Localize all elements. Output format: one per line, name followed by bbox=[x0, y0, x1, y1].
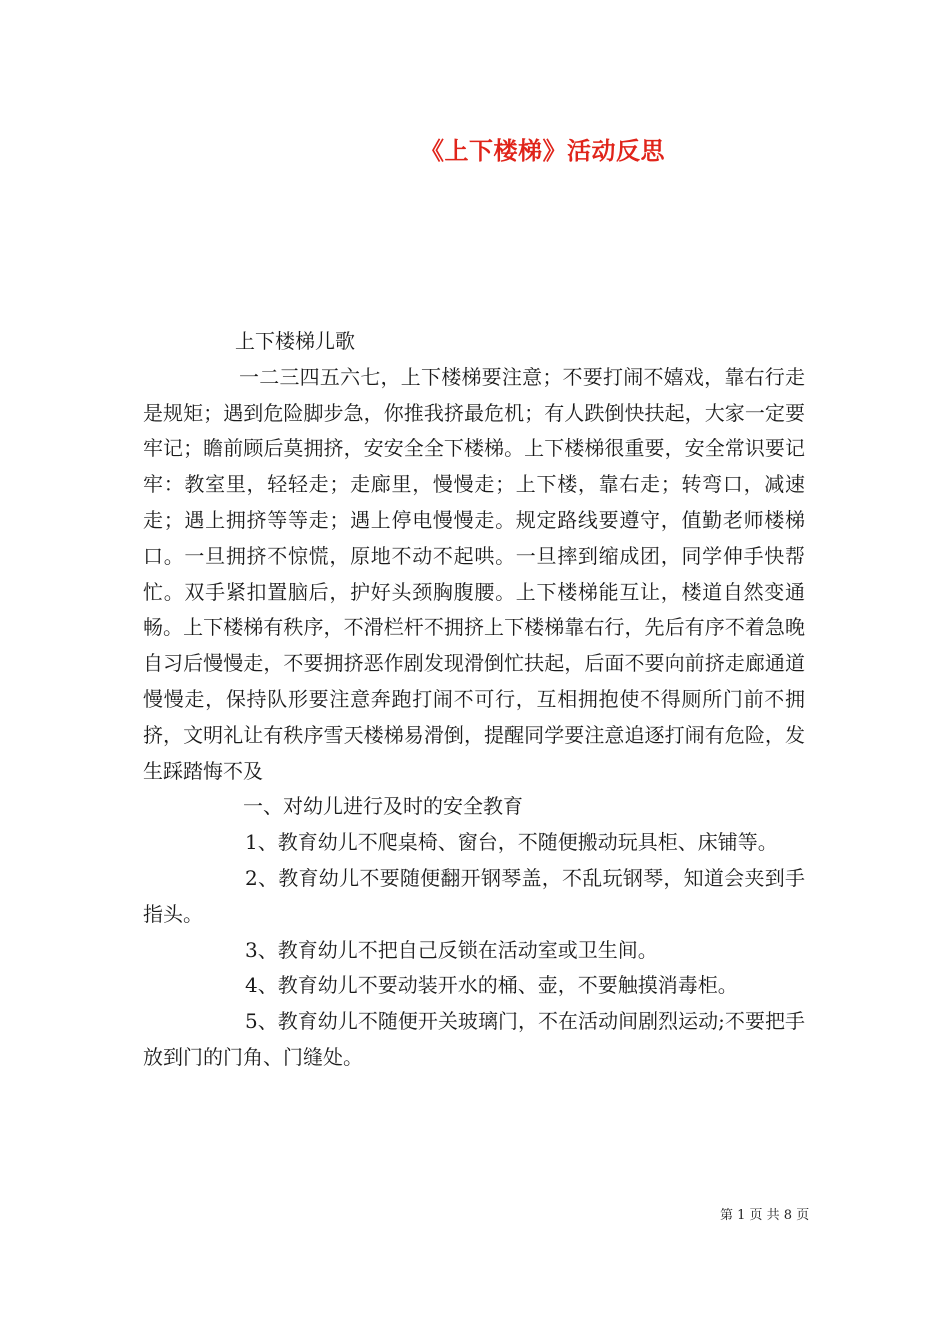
list-item: 3、教育幼儿不把自己反锁在活动室或卫生间。 bbox=[245, 937, 658, 962]
list-item: 1、教育幼儿不爬桌椅、窗台，不随便搬动玩具柜、床铺等。 bbox=[245, 830, 778, 855]
document-title: 《上下楼梯》活动反思 bbox=[420, 136, 665, 165]
document-body bbox=[143, 324, 805, 1076]
list-item: 4、教育幼儿不要动装开水的桶、壶，不要触摸消毒柜。 bbox=[245, 973, 738, 998]
song-title: 上下楼梯儿歌 bbox=[235, 329, 355, 353]
song-lyrics: 一二三四五六七，上下楼梯要注意；不要打闹不嬉戏，靠右行走是规矩；遇到危险脚步急，你推我挤最危机；有人跌倒快扶起，大家一定要牢记；瞻前顾后莫拥挤，安安全全下楼梯。上下楼梯很重要，安全常识要记牢：教室里，轻轻走；走廊里，慢慢走；上下楼，靠右走；转弯口，减速走；遇上拥挤等等走；遇上停电慢慢走。规定路线要遵守，值勤老师楼梯口。一旦拥挤不惊慌，原地不动不起哄。一旦摔到缩成团，同学伸手快帮忙。双手紧扣置脑后，护好头颈胸腹腰。上下楼梯能互让，楼道自然变通畅。上下楼梯有秩序，不滑栏杆不拥挤上下楼梯靠右行，先后有序不着急晚自习后慢慢走，不要拥挤恶作剧发现滑倒忙扶起，后面不要向前挤走廊通道慢慢走，保持队形要注意奔跑打闹不可行，互相拥抱使不得厕所门前不拥挤，文明礼让有秩序雪天楼梯易滑倒，提醒同学要注意追逐打闹有危险，发生踩踏悔不及 bbox=[143, 364, 805, 783]
page-number: 第 1 页 共 8 页 bbox=[720, 1208, 810, 1223]
list-item: 2、教育幼儿不要随便翻开钢琴盖，不乱玩钢琴，知道会夹到手指头。 bbox=[143, 865, 805, 926]
section-heading: 一、对幼儿进行及时的安全教育 bbox=[243, 794, 523, 819]
list-item: 5、教育幼儿不随便开关玻璃门，不在活动间剧烈运动;不要把手放到门的门角、门缝处。 bbox=[143, 1009, 805, 1069]
